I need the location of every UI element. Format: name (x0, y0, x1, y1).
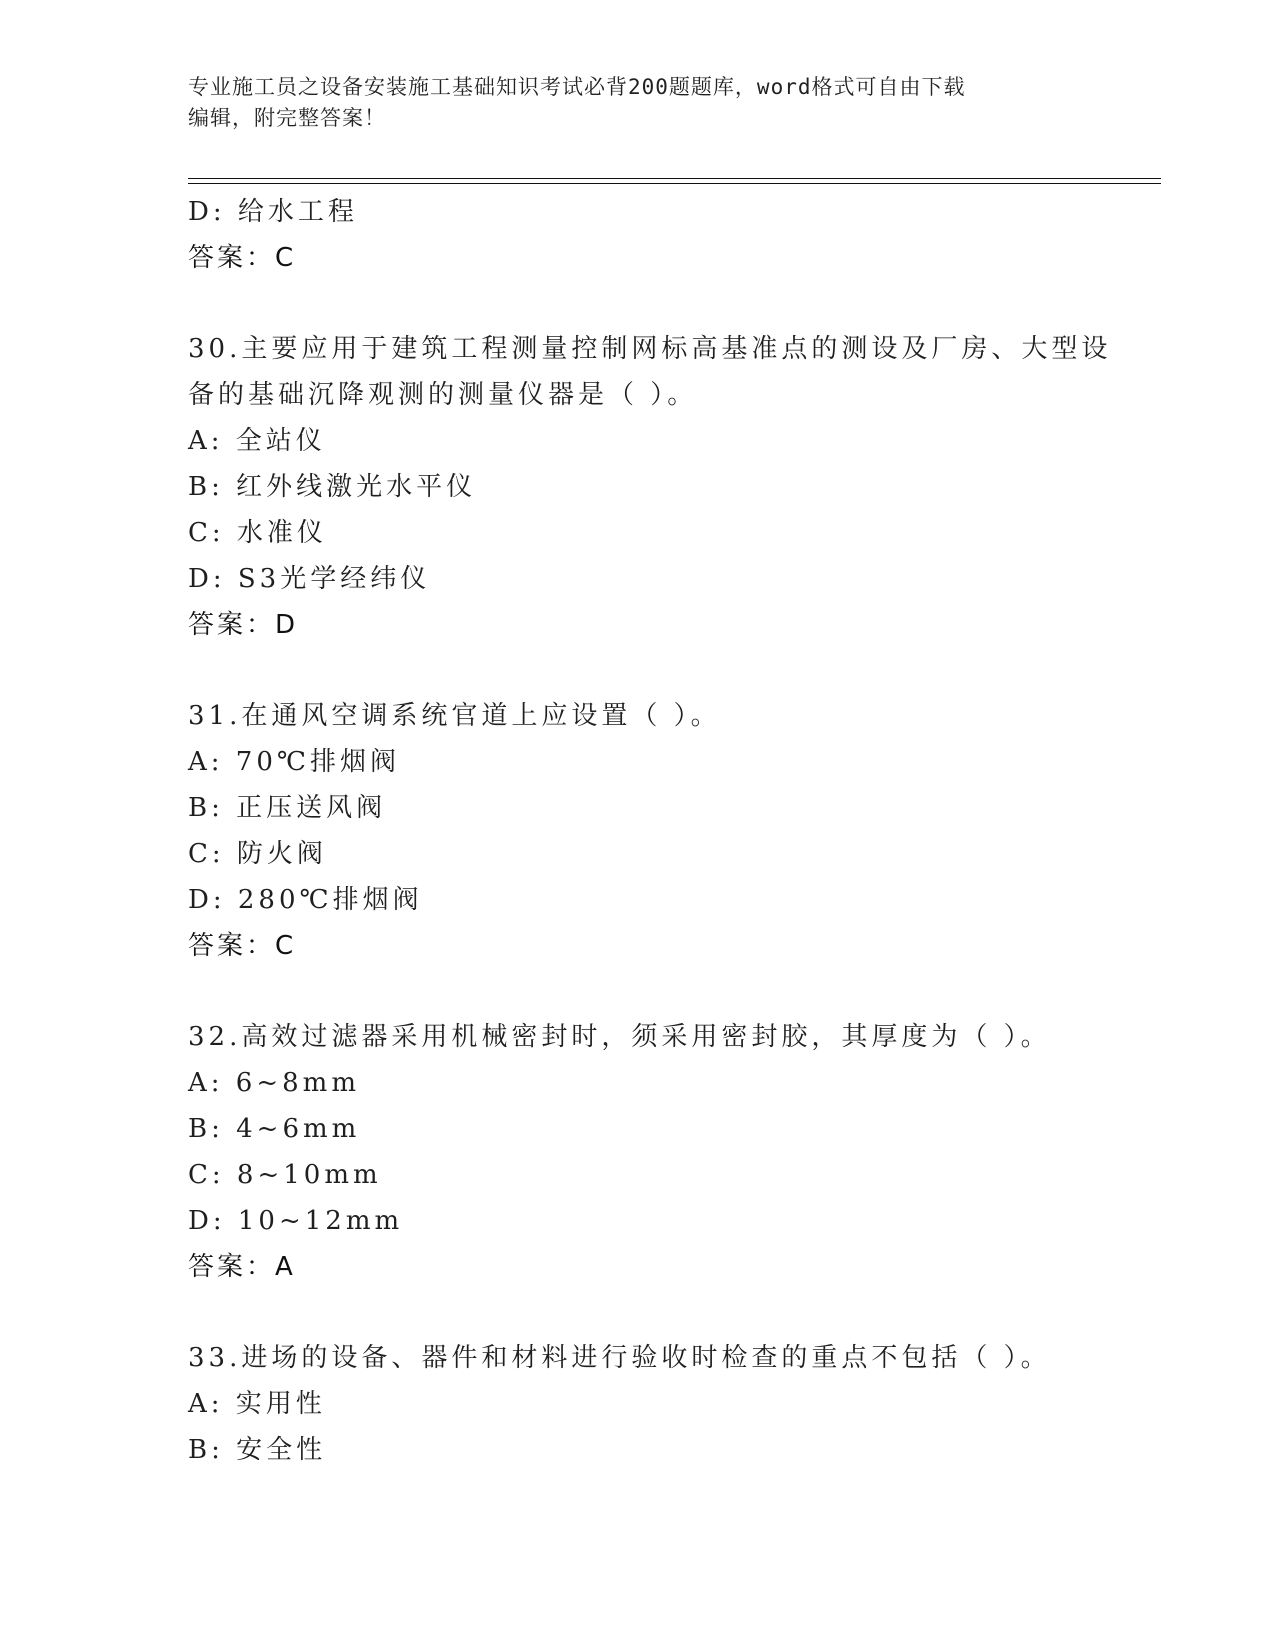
question-31 (188, 693, 1108, 969)
option-d: D: 280℃排烟阀 (188, 885, 423, 915)
document-header (188, 72, 1068, 134)
question-stem: 33.进场的设备、器件和材料进行验收时检查的重点不包括（ ）。 (188, 1343, 1051, 1373)
header-line-1: 专业施工员之设备安装施工基础知识考试必背200题题库，word格式可自由下载 (188, 75, 966, 99)
header-line-2: 编辑，附完整答案！ (188, 106, 386, 130)
question-32 (188, 1014, 1108, 1290)
option-b: B: 安全性 (188, 1435, 327, 1465)
question-spacer (188, 969, 1108, 1014)
option-d: D: S3光学经纬仪 (188, 564, 431, 594)
question-29-tail (188, 189, 1108, 281)
question-spacer (188, 281, 1108, 326)
question-spacer (188, 1290, 1108, 1335)
document-body (188, 189, 1112, 1473)
option-b: B: 4~6mm (188, 1114, 361, 1144)
answer-line: 答案：C (188, 243, 297, 273)
answer-line: 答案：A (188, 1252, 296, 1282)
option-b: B: 红外线激光水平仪 (188, 472, 477, 502)
question-stem: 31.在通风空调系统官道上应设置（ ）。 (188, 701, 721, 731)
question-33 (188, 1335, 1108, 1473)
option-d: D: 10~12mm (188, 1206, 404, 1236)
header-divider-bottom (188, 183, 1161, 184)
header-divider-top (188, 178, 1161, 179)
question-stem: 32.高效过滤器采用机械密封时，须采用密封胶，其厚度为（ ）。 (188, 1022, 1051, 1052)
option-a: A: 全站仪 (188, 426, 326, 456)
question-stem: 备的基础沉降观测的测量仪器是（ ）。 (188, 380, 698, 410)
option-a: A: 实用性 (188, 1389, 326, 1419)
option-c: C: 防火阀 (188, 839, 327, 869)
option-d: D: 给水工程 (188, 197, 358, 227)
question-spacer (188, 648, 1108, 693)
option-c: C: 8~10mm (188, 1160, 382, 1190)
option-a: A: 70℃排烟阀 (188, 747, 400, 777)
question-stem: 30.主要应用于建筑工程测量控制网标高基准点的测设及厂房、大型设 (188, 334, 1112, 364)
question-30 (188, 326, 1112, 648)
option-c: C: 水准仪 (188, 518, 327, 548)
option-a: A: 6~8mm (188, 1068, 360, 1098)
answer-line: 答案：C (188, 931, 297, 961)
option-b: B: 正压送风阀 (188, 793, 387, 823)
answer-line: 答案：D (188, 610, 299, 640)
